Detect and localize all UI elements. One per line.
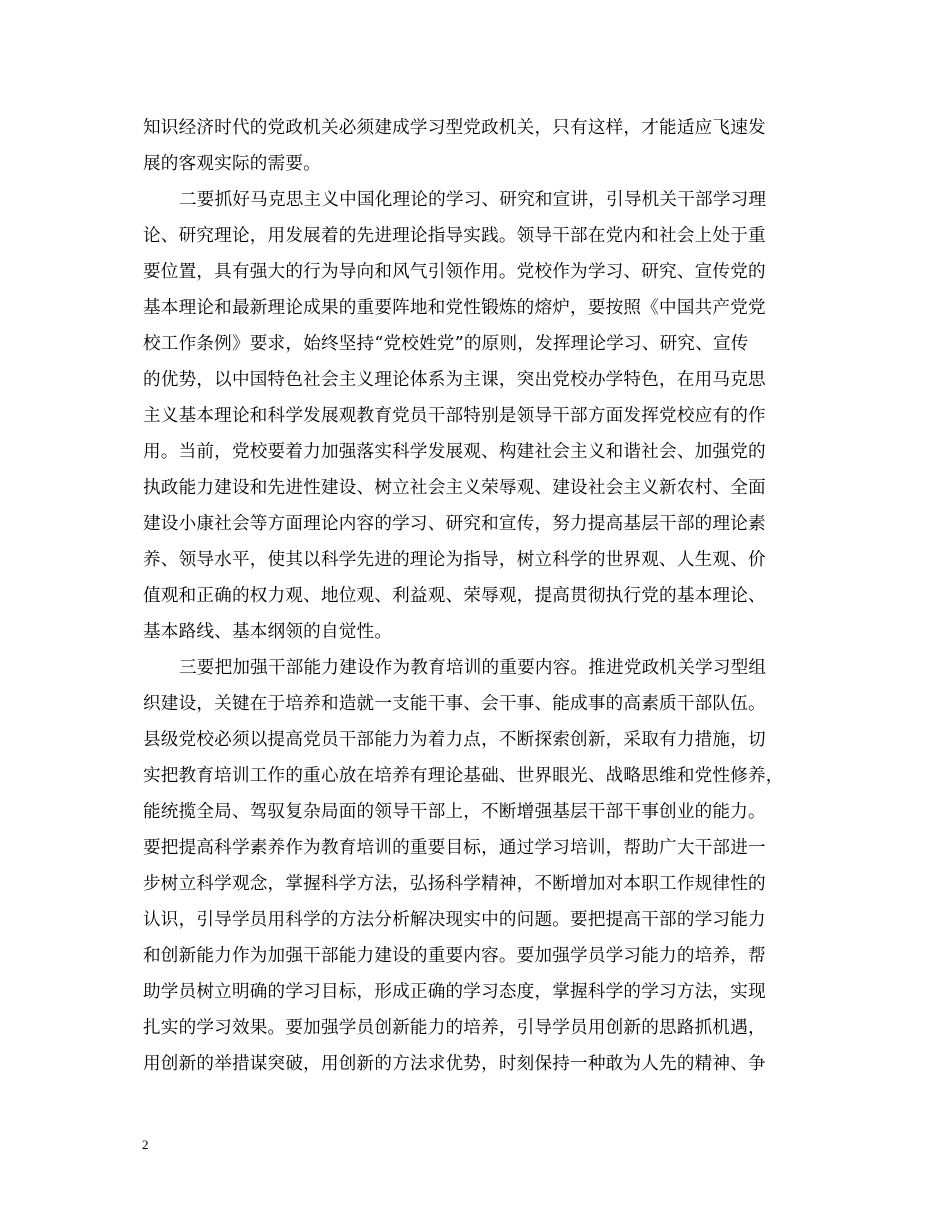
paragraph-2-line-13: 基本路线、基本纲领的自觉性。 <box>143 622 393 642</box>
paragraph-1-line-1: 知识经济时代的党政机关必须建成学习型党政机关，只有这样，才能适应飞速发 <box>143 118 766 138</box>
paragraph-3-line-4: 实把教育培训工作的重心放在培养有理论基础、世界眼光、战略思维和党性修养， <box>143 766 784 786</box>
paragraph-3-line-5: 能统揽全局、驾驭复杂局面的领导干部上，不断增强基层干部干事创业的能力。 <box>143 802 766 822</box>
paragraph-2-line-7: 主义基本理论和科学发展观教育党员干部特别是领导干部方面发挥党校应有的作 <box>143 406 766 426</box>
page-number: 2 <box>142 1137 149 1152</box>
paragraph-2-line-10: 建设小康社会等方面理论内容的学习、研究和宣传，努力提高基层干部的理论素 <box>143 514 766 534</box>
paragraph-3-line-3: 县级党校必须以提高党员干部能力为着力点，不断探索创新，采取有力措施，切 <box>143 730 766 750</box>
paragraph-2-line-8: 用。当前，党校要着力加强落实科学发展观、构建社会主义和谐社会、加强党的 <box>143 442 766 462</box>
paragraph-2-line-9: 执政能力建设和先进性建设、树立社会主义荣辱观、建设社会主义新农村、全面 <box>143 478 766 498</box>
paragraph-2-line-2: 论、研究理论，用发展着的先进理论指导实践。领导干部在党内和社会上处于重 <box>143 226 766 246</box>
paragraph-3-line-2: 织建设，关键在于培养和造就一支能干事、会干事、能成事的高素质干部队伍。 <box>143 694 766 714</box>
paragraph-3-line-10: 助学员树立明确的学习目标，形成正确的学习态度，掌握科学的学习方法，实现 <box>143 982 766 1002</box>
paragraph-3-line-7: 步树立科学观念，掌握科学方法，弘扬科学精神，不断增加对本职工作规律性的 <box>143 874 766 894</box>
paragraph-3-line-9: 和创新能力作为加强干部能力建设的重要内容。要加强学员学习能力的培养，帮 <box>143 946 766 966</box>
paragraph-3-line-1: 三要把加强干部能力建设作为教育培训的重要内容。推进党政机关学习型组 <box>179 658 767 678</box>
paragraph-3-line-11: 扎实的学习效果。要加强学员创新能力的培养，引导学员用创新的思路抓机遇， <box>143 1018 766 1038</box>
paragraph-2-line-6: 的优势，以中国特色社会主义理论体系为主课，突出党校办学特色，在用马克思 <box>143 370 766 390</box>
paragraph-3-line-8: 认识，引导学员用科学的方法分析解决现实中的问题。要把提高干部的学习能力 <box>143 910 766 930</box>
paragraph-2-line-1: 二要抓好马克思主义中国化理论的学习、研究和宣讲，引导机关干部学习理 <box>179 190 767 210</box>
paragraph-1-line-2: 展的客观实际的需要。 <box>143 154 321 174</box>
paragraph-2-line-5: 校工作条例》要求，始终坚持“党校姓党”的原则，发挥理论学习、研究、宣传 <box>143 334 749 354</box>
paragraph-2-line-12: 值观和正确的权力观、地位观、利益观、荣辱观，提高贯彻执行党的基本理论、 <box>143 586 766 606</box>
paragraph-2-line-3: 要位置，具有强大的行为导向和风气引领作用。党校作为学习、研究、宣传党的 <box>143 262 766 282</box>
paragraph-2-line-4: 基本理论和最新理论成果的重要阵地和党性锻炼的熔炉，要按照《中国共产党党 <box>143 298 766 318</box>
paragraph-3-line-12: 用创新的举措谋突破，用创新的方法求优势，时刻保持一种敢为人先的精神、争 <box>143 1054 766 1074</box>
paragraph-3-line-6: 要把提高科学素养作为教育培训的重要目标，通过学习培训，帮助广大干部进一 <box>143 838 766 858</box>
paragraph-2-line-11: 养、领导水平，使其以科学先进的理论为指导，树立科学的世界观、人生观、价 <box>143 550 766 570</box>
